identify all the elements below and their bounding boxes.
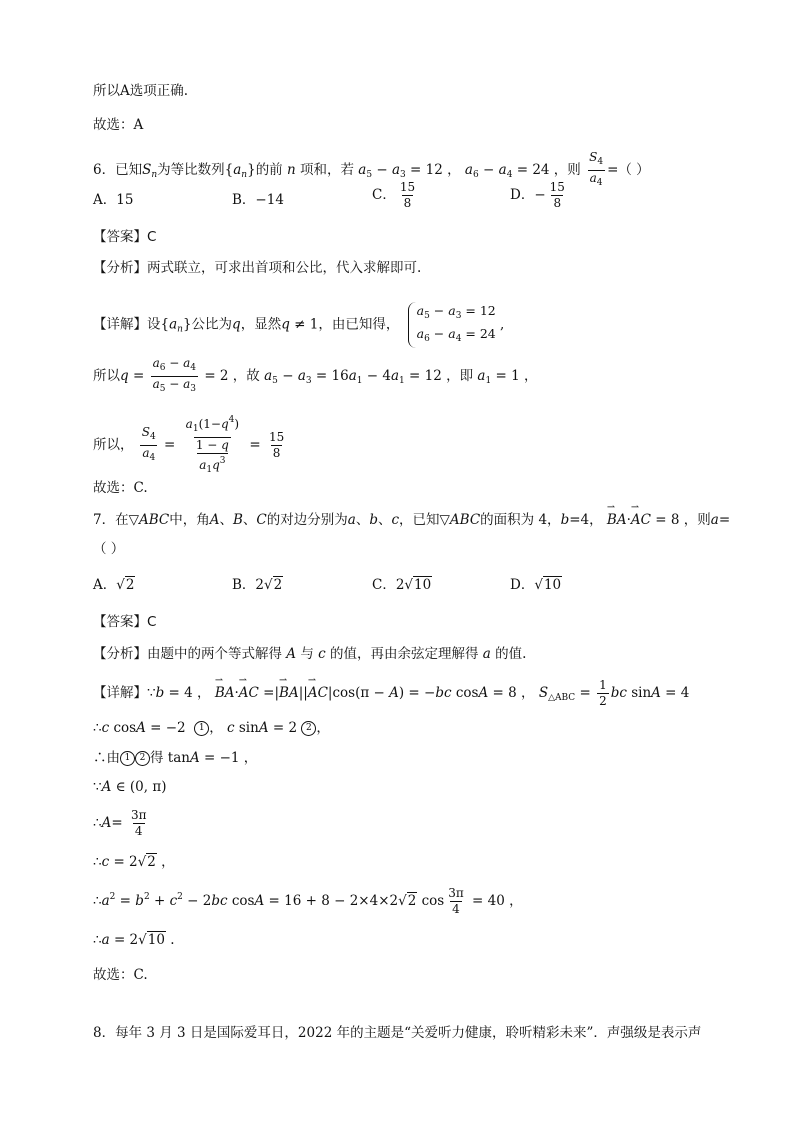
detail-q7: 【详解】∵b = 4 ， ⇀ BA·⇀ AC =|⇀ BA||⇀ AC|cos(π − A) = −bc cosA = 8 ， $S_{\triangle ABC}$ = $\frac{1}{2}$ bc sinA = 4 (93, 678, 689, 709)
answer-tag-q7: 【答案】C (93, 614, 157, 630)
step-3: ∵A ∈ (0, π) (93, 779, 167, 795)
derive-s4: 所以， $\frac{S_4}{a_4}$ = $\frac{\frac{a_1(1-q^4)}{1 - q}}{a_1q^3}$ = $\frac{15}{8}$ (93, 413, 288, 478)
q7-option-b: B．2√2 (232, 577, 283, 593)
derive-q: 所以q = $\frac{a_6 - a_4}{a_5 - a_3}$ = 2 ，故 $a_5 - a_3 = 16a_1 - 4a_1 = 12$ ，即 $a_1 = 1$ ， (93, 356, 538, 397)
detail-q6: 【详解】设$\{a_n\}$公比为q，显然q ≠ 1，由已知得， $a_5 - a_3 = 12$ $a_6 - a_4 = 24$ , (93, 302, 504, 348)
question-7-paren: （ ） (93, 541, 125, 557)
option-d: D．− $\frac{15}{8}$ (510, 180, 565, 210)
option-c: C． $\frac{15}{8}$ (372, 180, 416, 210)
analysis-q7: 【分析】由题中的两个等式解得 A 与 c 的值，再由余弦定理解得 a 的值. (93, 646, 527, 662)
select-c-q7: 故选：C. (93, 967, 148, 983)
option-a: A．15 (93, 192, 134, 208)
step-2: ∴由 1 2 得 tanA = −1 ， (93, 750, 258, 766)
step-5: ∴c = 2√2 ， (93, 854, 175, 870)
q7-option-d: D．√10 (510, 577, 562, 593)
q7-option-c: C．2√10 (372, 577, 432, 593)
question-8: 8．每年 3 月 3 日是国际爱耳日，2022 年的主题是“关爱听力健康，聆听精彩未来”．声强级是表示声 (93, 1025, 702, 1041)
analysis-q6: 【分析】两式联立，可求出首项和公比，代入求解即可. (93, 260, 422, 276)
option-b: B．−14 (232, 192, 284, 208)
step-1: ∴c cosA = −2 1 ， c sinA = 2 2 ， (93, 720, 330, 736)
line-conclusion: 所以A选项正确. (93, 83, 189, 99)
line-answer-a: 故选：A (93, 117, 144, 133)
step-7: ∴a = 2√10 . (93, 932, 175, 948)
step-4: ∴A= $\frac{3\pi}{4}$ (93, 808, 147, 838)
question-6: 6．已知$S_n$为等比数列$\{a_n\}$的前 n 项和，若 $a_5 - a_3 = 12$ ， $a_6 - a_4 = 24$ ，则 $\frac{S_4}{a_4}$ =（ ） (93, 150, 650, 191)
answer-tag: 【答案】C (93, 229, 157, 245)
question-7: 7．在▽ABC中，角A、B、C的对边分别为a、b、c，已知▽ABC的面积为 4，b=4， ⇀ BA·⇀ AC = 8 ，则a= (93, 510, 730, 530)
select-c-q6: 故选：C. (93, 480, 148, 496)
step-6: $\therefore a^2 = b^2 + c^2 - 2bc$ cosA = 16 + 8 − 2×4×2√2 cos $\frac{3\pi}{4}$ = 40 ， (93, 886, 523, 916)
q7-option-a: A．√2 (93, 577, 135, 593)
